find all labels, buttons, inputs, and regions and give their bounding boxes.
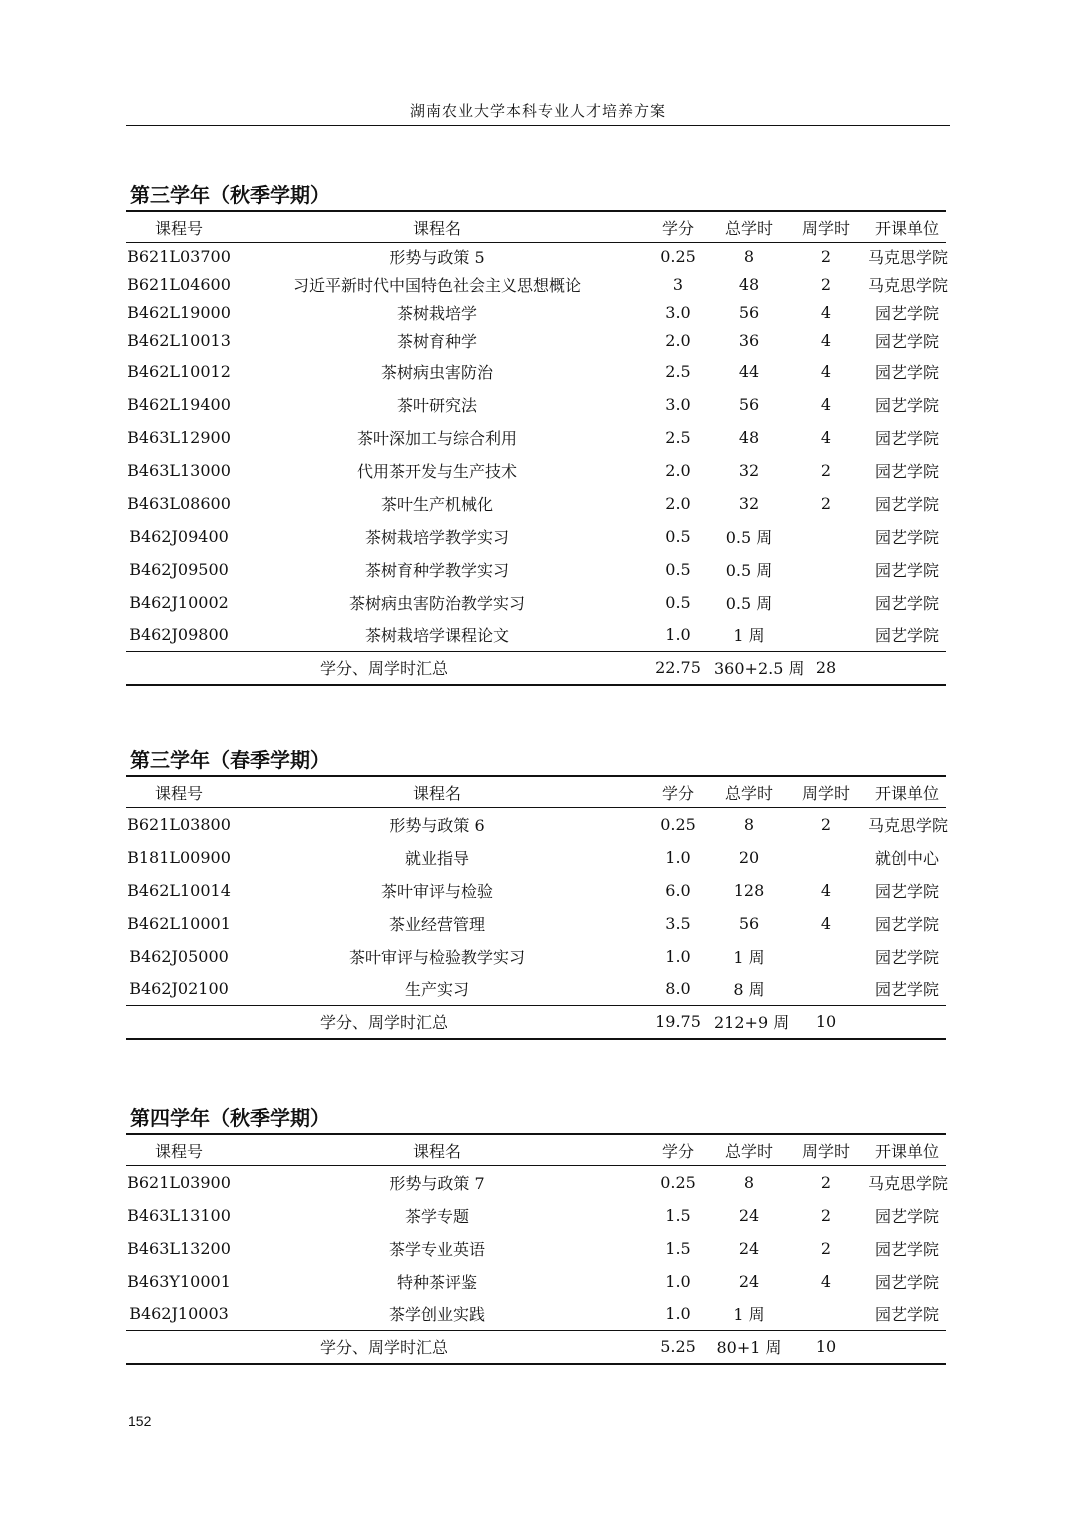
table-header-row bbox=[126, 1134, 946, 1166]
summary-weekly-hours: 10 bbox=[815, 1012, 837, 1032]
header-department: 开课单位 bbox=[874, 218, 939, 238]
table-row bbox=[126, 553, 946, 586]
department-cell: 马克思学院 bbox=[868, 276, 949, 295]
credit-cell: 1.0 bbox=[665, 946, 691, 966]
table-row bbox=[126, 586, 946, 619]
department-cell: 园艺学院 bbox=[874, 914, 939, 934]
weekly-hours-cell: 4 bbox=[820, 361, 832, 381]
header-total-hours: 总学时 bbox=[724, 783, 773, 803]
weekly-hours-cell: 2 bbox=[820, 1205, 832, 1225]
course-code-cell: B463L12900 bbox=[127, 427, 231, 447]
credit-cell: 1.0 bbox=[665, 625, 691, 645]
credit-cell: 8.0 bbox=[665, 979, 691, 999]
weekly-hours-cell bbox=[784, 619, 868, 652]
total-hours-cell: 0.5 周 bbox=[725, 560, 773, 580]
course-code-cell: B462J02100 bbox=[129, 979, 229, 999]
course-code-cell: B463Y10001 bbox=[127, 1271, 231, 1291]
course-code-cell: B621L03900 bbox=[127, 1172, 231, 1192]
department-cell: 就创中心 bbox=[874, 848, 939, 868]
header-weekly-hours: 周学时 bbox=[801, 1141, 850, 1161]
department-cell: 园艺学院 bbox=[874, 395, 939, 415]
page-number: 152 bbox=[128, 1413, 152, 1429]
weekly-hours-cell: 4 bbox=[820, 1271, 832, 1291]
total-hours-cell: 1 周 bbox=[733, 947, 765, 967]
course-name-cell: 茶树病虫害防治 bbox=[380, 362, 493, 382]
credit-cell: 3.5 bbox=[665, 913, 691, 933]
department-cell: 园艺学院 bbox=[874, 304, 939, 323]
course-code-cell: B462L19400 bbox=[127, 394, 231, 414]
summary-total-hours: 212+9 周 bbox=[714, 1013, 790, 1033]
summary-department-empty bbox=[868, 652, 946, 685]
weekly-hours-cell: 4 bbox=[820, 880, 832, 900]
table-row bbox=[126, 388, 946, 421]
summary-credit: 19.75 bbox=[655, 1012, 701, 1032]
course-code-cell: B462L19000 bbox=[127, 303, 231, 322]
summary-weekly-hours: 28 bbox=[815, 658, 837, 678]
section-title: 第三学年（春季学期） bbox=[130, 748, 330, 772]
course-name-cell: 形势与政策 6 bbox=[389, 815, 485, 835]
credit-cell: 1.5 bbox=[665, 1205, 691, 1225]
header-course-name: 课程名 bbox=[412, 218, 461, 238]
credit-cell: 1.0 bbox=[665, 847, 691, 867]
table-row bbox=[126, 1232, 946, 1265]
table-row bbox=[126, 1166, 946, 1199]
department-cell: 园艺学院 bbox=[874, 527, 939, 547]
table-row bbox=[126, 973, 946, 1006]
weekly-hours-cell: 4 bbox=[820, 331, 832, 350]
course-code-cell: B462L10014 bbox=[127, 880, 231, 900]
weekly-hours-cell: 2 bbox=[820, 493, 832, 513]
weekly-hours-cell: 2 bbox=[820, 814, 832, 834]
course-name-cell: 茶学专业英语 bbox=[388, 1239, 485, 1259]
course-code-cell: B621L04600 bbox=[127, 275, 231, 294]
department-cell: 园艺学院 bbox=[874, 1206, 939, 1226]
credit-cell: 0.5 bbox=[665, 559, 691, 579]
total-hours-cell: 56 bbox=[738, 913, 760, 933]
course-name-cell: 代用茶开发与生产技术 bbox=[356, 461, 517, 481]
department-cell: 园艺学院 bbox=[874, 494, 939, 514]
course-code-cell: B462J09500 bbox=[129, 559, 229, 579]
total-hours-cell: 24 bbox=[738, 1205, 760, 1225]
weekly-hours-cell bbox=[784, 940, 868, 973]
summary-department-empty bbox=[868, 1331, 946, 1364]
total-hours-cell: 24 bbox=[738, 1238, 760, 1258]
credit-cell: 3 bbox=[672, 275, 684, 294]
department-cell: 园艺学院 bbox=[874, 881, 939, 901]
course-name-cell: 茶叶生产机械化 bbox=[380, 494, 493, 514]
department-cell: 园艺学院 bbox=[874, 332, 939, 351]
table-row bbox=[126, 271, 946, 299]
weekly-hours-cell bbox=[784, 973, 868, 1006]
total-hours-cell: 32 bbox=[738, 493, 760, 513]
credit-cell: 1.0 bbox=[665, 1271, 691, 1291]
header-course-name: 课程名 bbox=[412, 783, 461, 803]
course-code-cell: B463L13200 bbox=[127, 1238, 231, 1258]
total-hours-cell: 8 bbox=[743, 247, 755, 267]
course-name-cell: 茶树栽培学 bbox=[396, 304, 477, 323]
header-total-hours: 总学时 bbox=[724, 1141, 773, 1161]
weekly-hours-cell bbox=[784, 553, 868, 586]
department-cell: 园艺学院 bbox=[874, 461, 939, 481]
credit-cell: 0.5 bbox=[665, 592, 691, 612]
table-row bbox=[126, 841, 946, 874]
table-row bbox=[126, 1298, 946, 1331]
course-name-cell: 茶叶审评与检验 bbox=[380, 881, 493, 901]
table-row bbox=[126, 808, 946, 841]
course-code-cell: B462L10013 bbox=[127, 331, 231, 350]
header-course-name: 课程名 bbox=[412, 1141, 461, 1161]
course-code-cell: B462J05000 bbox=[129, 946, 229, 966]
table-row bbox=[126, 421, 946, 454]
table-header-row bbox=[126, 776, 946, 808]
credit-cell: 0.25 bbox=[660, 247, 696, 267]
credit-cell: 3.0 bbox=[665, 303, 691, 322]
header-rule bbox=[126, 125, 950, 126]
weekly-hours-cell bbox=[784, 520, 868, 553]
course-name-cell: 形势与政策 7 bbox=[389, 1173, 485, 1193]
total-hours-cell: 44 bbox=[738, 361, 760, 381]
course-code-cell: B462L10012 bbox=[127, 361, 231, 381]
credit-cell: 2.5 bbox=[665, 427, 691, 447]
table-header-row bbox=[126, 211, 946, 243]
table-row bbox=[126, 940, 946, 973]
total-hours-cell: 0.5 周 bbox=[725, 527, 773, 547]
summary-department-empty bbox=[868, 1006, 946, 1039]
weekly-hours-cell: 4 bbox=[820, 303, 832, 322]
weekly-hours-cell: 2 bbox=[820, 460, 832, 480]
department-cell: 马克思学院 bbox=[868, 248, 949, 268]
header-course-code: 课程号 bbox=[154, 783, 203, 803]
summary-label: 学分、周学时汇总 bbox=[319, 659, 448, 679]
total-hours-cell: 8 周 bbox=[733, 980, 765, 1000]
credit-cell: 0.5 bbox=[665, 526, 691, 546]
table-row bbox=[126, 619, 946, 652]
summary-weekly-hours: 10 bbox=[815, 1337, 837, 1357]
course-name-cell: 茶树病虫害防治教学实习 bbox=[348, 593, 525, 613]
course-code-cell: B462J09400 bbox=[129, 526, 229, 546]
total-hours-cell: 24 bbox=[738, 1271, 760, 1291]
department-cell: 园艺学院 bbox=[874, 626, 939, 646]
course-name-cell: 习近平新时代中国特色社会主义思想概论 bbox=[292, 276, 581, 295]
weekly-hours-cell: 2 bbox=[820, 247, 832, 267]
summary-credit: 22.75 bbox=[655, 658, 701, 678]
department-cell: 马克思学院 bbox=[868, 815, 949, 835]
course-name-cell: 茶叶审评与检验教学实习 bbox=[348, 947, 525, 967]
summary-total-hours: 360+2.5 周 bbox=[714, 659, 805, 679]
course-table bbox=[126, 1133, 949, 1365]
course-table bbox=[126, 775, 949, 1040]
weekly-hours-cell: 4 bbox=[820, 913, 832, 933]
weekly-hours-cell: 2 bbox=[820, 1172, 832, 1192]
section-title: 第四学年（秋季学期） bbox=[130, 1106, 330, 1130]
table-row bbox=[126, 1265, 946, 1298]
credit-cell: 1.0 bbox=[665, 1304, 691, 1324]
header-weekly-hours: 周学时 bbox=[801, 218, 850, 238]
table-row bbox=[126, 299, 946, 327]
semester-section-year3-autumn bbox=[126, 180, 949, 686]
course-name-cell: 茶树育种学教学实习 bbox=[364, 560, 509, 580]
total-hours-cell: 48 bbox=[738, 275, 760, 294]
header-course-code: 课程号 bbox=[154, 1141, 203, 1161]
total-hours-cell: 1 周 bbox=[733, 1305, 765, 1325]
department-cell: 园艺学院 bbox=[874, 1239, 939, 1259]
course-name-cell: 特种茶评鉴 bbox=[396, 1272, 477, 1292]
department-cell: 园艺学院 bbox=[874, 362, 939, 382]
table-row bbox=[126, 520, 946, 553]
semester-section-year3-spring bbox=[126, 745, 949, 1040]
header-credit: 学分 bbox=[661, 783, 694, 803]
total-hours-cell: 20 bbox=[738, 847, 760, 867]
table-row bbox=[126, 874, 946, 907]
summary-credit: 5.25 bbox=[660, 1337, 696, 1357]
department-cell: 园艺学院 bbox=[874, 980, 939, 1000]
weekly-hours-cell: 2 bbox=[820, 1238, 832, 1258]
weekly-hours-cell bbox=[784, 586, 868, 619]
table-row bbox=[126, 454, 946, 487]
header-total-hours: 总学时 bbox=[724, 218, 773, 238]
credit-cell: 2.0 bbox=[665, 493, 691, 513]
department-cell: 园艺学院 bbox=[874, 947, 939, 967]
department-cell: 园艺学院 bbox=[874, 1305, 939, 1325]
total-hours-cell: 56 bbox=[738, 394, 760, 414]
total-hours-cell: 128 bbox=[733, 880, 765, 900]
weekly-hours-cell: 2 bbox=[820, 275, 832, 294]
total-hours-cell: 36 bbox=[738, 331, 760, 350]
summary-row bbox=[126, 1006, 946, 1039]
weekly-hours-cell bbox=[784, 1298, 868, 1331]
credit-cell: 6.0 bbox=[665, 880, 691, 900]
header-course-code: 课程号 bbox=[154, 218, 203, 238]
course-name-cell: 茶树栽培学教学实习 bbox=[364, 527, 509, 547]
course-code-cell: B463L08600 bbox=[127, 493, 231, 513]
table-row bbox=[126, 1199, 946, 1232]
total-hours-cell: 48 bbox=[738, 427, 760, 447]
semester-section-year4-autumn bbox=[126, 1103, 949, 1365]
credit-cell: 2.5 bbox=[665, 361, 691, 381]
course-name-cell: 茶树育种学 bbox=[396, 332, 477, 351]
table-row bbox=[126, 907, 946, 940]
department-cell: 园艺学院 bbox=[874, 593, 939, 613]
course-code-cell: B462J10002 bbox=[129, 592, 229, 612]
summary-row bbox=[126, 1331, 946, 1364]
course-table bbox=[126, 210, 949, 686]
credit-cell: 2.0 bbox=[665, 460, 691, 480]
department-cell: 马克思学院 bbox=[868, 1173, 949, 1193]
running-header: 湖南农业大学本科专业人才培养方案 bbox=[409, 102, 666, 120]
summary-label: 学分、周学时汇总 bbox=[319, 1338, 448, 1358]
table-row bbox=[126, 243, 946, 271]
summary-row bbox=[126, 652, 946, 685]
total-hours-cell: 8 bbox=[743, 814, 755, 834]
course-name-cell: 生产实习 bbox=[404, 980, 469, 1000]
table-row bbox=[126, 487, 946, 520]
credit-cell: 0.25 bbox=[660, 814, 696, 834]
course-name-cell: 就业指导 bbox=[404, 848, 469, 868]
table-row bbox=[126, 327, 946, 355]
course-code-cell: B181L00900 bbox=[127, 847, 231, 867]
course-code-cell: B463L13000 bbox=[127, 460, 231, 480]
course-code-cell: B621L03800 bbox=[127, 814, 231, 834]
header-credit: 学分 bbox=[661, 218, 694, 238]
summary-total-hours: 80+1 周 bbox=[716, 1338, 782, 1358]
department-cell: 园艺学院 bbox=[874, 428, 939, 448]
course-code-cell: B621L03700 bbox=[127, 247, 231, 267]
course-name-cell: 茶学专题 bbox=[404, 1206, 469, 1226]
total-hours-cell: 8 bbox=[743, 1172, 755, 1192]
department-cell: 园艺学院 bbox=[874, 1272, 939, 1292]
credit-cell: 1.5 bbox=[665, 1238, 691, 1258]
course-name-cell: 茶学创业实践 bbox=[388, 1305, 485, 1325]
credit-cell: 2.0 bbox=[665, 331, 691, 350]
course-name-cell: 茶树栽培学课程论文 bbox=[364, 626, 509, 646]
weekly-hours-cell: 4 bbox=[820, 394, 832, 414]
weekly-hours-cell bbox=[784, 841, 868, 874]
table-row bbox=[126, 355, 946, 388]
course-name-cell: 茶叶研究法 bbox=[396, 395, 477, 415]
weekly-hours-cell: 4 bbox=[820, 427, 832, 447]
header-credit: 学分 bbox=[661, 1141, 694, 1161]
course-code-cell: B463L13100 bbox=[127, 1205, 231, 1225]
header-department: 开课单位 bbox=[874, 1141, 939, 1161]
credit-cell: 3.0 bbox=[665, 394, 691, 414]
summary-label: 学分、周学时汇总 bbox=[319, 1013, 448, 1033]
total-hours-cell: 56 bbox=[738, 303, 760, 322]
section-title: 第三学年（秋季学期） bbox=[130, 183, 330, 207]
total-hours-cell: 32 bbox=[738, 460, 760, 480]
total-hours-cell: 1 周 bbox=[733, 626, 765, 646]
credit-cell: 0.25 bbox=[660, 1172, 696, 1192]
course-name-cell: 茶叶深加工与综合利用 bbox=[356, 428, 517, 448]
header-department: 开课单位 bbox=[874, 783, 939, 803]
course-name-cell: 茶业经营管理 bbox=[388, 914, 485, 934]
department-cell: 园艺学院 bbox=[874, 560, 939, 580]
course-code-cell: B462J10003 bbox=[129, 1304, 229, 1324]
course-code-cell: B462J09800 bbox=[129, 625, 229, 645]
header-weekly-hours: 周学时 bbox=[801, 783, 850, 803]
course-code-cell: B462L10001 bbox=[127, 913, 231, 933]
total-hours-cell: 0.5 周 bbox=[725, 593, 773, 613]
course-name-cell: 形势与政策 5 bbox=[389, 248, 485, 268]
